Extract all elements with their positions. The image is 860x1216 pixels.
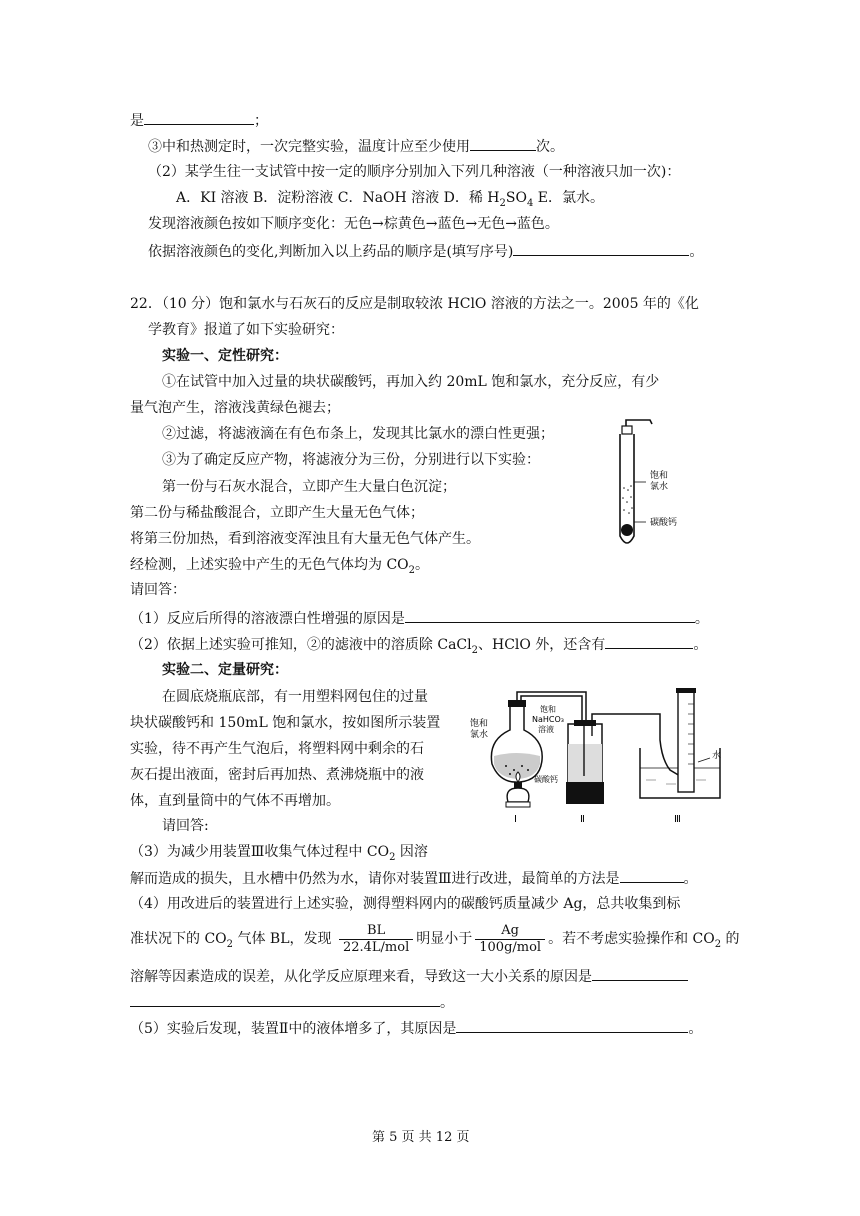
answer-5 — [130, 1018, 702, 1039]
text: （2）依据上述实验可推知，②的滤液中的溶质除 CaCl — [130, 637, 472, 653]
subscript: 2 — [226, 938, 234, 950]
figure-label: Ⅲ — [674, 814, 681, 825]
fraction-denominator: 100g/mol — [479, 939, 542, 955]
answer-blank — [405, 608, 695, 623]
exp2-line3: 实验，待不再产生气泡后，将塑料网中剩余的石 — [130, 741, 424, 757]
fraction-moles-caco3 — [475, 923, 545, 956]
line-5: 发现溶液颜色按如下顺序变化：无色→棕黄色→蓝色→无色→蓝色。 — [148, 216, 559, 232]
line-3: （2）某学生往一支试管中按一定的顺序分别加入下列几种溶液（一种溶液只加一次)： — [148, 164, 681, 180]
answer-3a — [130, 842, 428, 868]
figure-label: I — [514, 814, 517, 825]
exp2-line2: 块状碳酸钙和 150mL 饱和氯水，按如图所示装置 — [130, 715, 441, 731]
text: 。若不考虑实验操作和 CO — [548, 931, 715, 947]
exp2-line4: 灰石提出液面，密封后再加热、煮沸烧瓶中的液 — [130, 767, 424, 783]
exp1-step2: ②过滤，将滤液滴在有色布条上，发现其比氯水的漂白性更强； — [162, 426, 554, 442]
exp2-line1: 在圆底烧瓶底部，有一用塑料网包住的过量 — [162, 689, 428, 705]
answer-blank — [470, 136, 536, 151]
q22-intro-1: 22．（10 分）饱和氯水与石灰石的反应是制取较浓 HClO 溶液的方法之一。2005 年的《化 — [130, 296, 699, 312]
text: 。 — [689, 244, 704, 260]
subscript: 2 — [499, 197, 506, 209]
text: A．KI 溶液 B．淀粉溶液 C．NaOH 溶液 D．稀 H — [176, 190, 500, 206]
line-4-options — [176, 188, 604, 214]
figure-label: 氯水 — [650, 482, 669, 492]
text: （5）实验后发现，装置Ⅱ中的液体增多了，其原因是 — [130, 1021, 457, 1037]
text: SO — [505, 190, 527, 206]
text: 依据溶液颜色的变化,判断加入以上药品的顺序是(填写序号) — [148, 244, 514, 260]
test-tube-figure — [600, 418, 690, 558]
text: 。 — [415, 557, 430, 573]
text: 是 — [130, 113, 144, 129]
exp2-line5: 体，直到量筒中的气体不再增加。 — [130, 793, 340, 809]
figure-label: NaHCO₃ — [532, 715, 564, 724]
subscript: 4 — [526, 197, 534, 209]
fraction-moles-gas — [339, 923, 413, 956]
line-2 — [148, 136, 564, 157]
subscript: 2 — [714, 938, 722, 950]
figure-label: 氯水 — [470, 730, 489, 740]
answer-blank — [144, 110, 254, 125]
text: 。 — [683, 871, 698, 887]
text: ③中和热测定时，一次完整实验，温度计应至少使用 — [148, 139, 470, 155]
answer-blank — [620, 868, 684, 883]
text: 。 — [688, 1021, 703, 1037]
text: 因溶 — [395, 844, 428, 860]
answer-4d — [130, 992, 454, 1013]
answer-2 — [130, 634, 707, 661]
text: E．氯水。 — [533, 190, 605, 206]
exp1-part1: 第一份与石灰水混合，立即产生大量白色沉淀； — [162, 479, 456, 495]
answer-blank — [592, 966, 688, 981]
please-answer: 请回答： — [130, 582, 186, 598]
subscript: 2 — [471, 644, 478, 656]
text: 的 — [721, 931, 740, 947]
line-6 — [148, 241, 703, 262]
apparatus-figure — [470, 684, 742, 828]
text: ； — [254, 113, 268, 129]
answer-blank — [605, 634, 693, 649]
answer-4c — [130, 966, 688, 987]
figure-label: 饱和 — [650, 471, 669, 481]
q22-intro-2: 学教育》报道了如下实验研究： — [148, 322, 344, 338]
text: （1）反应后所得的溶液漂白性增强的原因是 — [130, 611, 405, 627]
text: 解而造成的损失，且水槽中仍然为水，请你对装置Ⅲ进行改进，最简单的方法是 — [130, 871, 620, 887]
figure-label: 饱和 — [540, 705, 556, 714]
exp1-step3: ③为了确定反应产物，将滤液分为三份，分别进行以下实验： — [162, 452, 540, 468]
line-1 — [130, 110, 268, 131]
text: 、HClO 外，还含有 — [477, 637, 606, 653]
figure-label: Ⅱ — [580, 814, 585, 825]
experiment-2-heading: 实验二、定量研究： — [162, 662, 288, 678]
text: 。 — [693, 637, 708, 653]
exp1-step1b: 量气泡产生，溶液浅黄绿色褪去； — [130, 400, 340, 416]
answer-1 — [130, 608, 709, 629]
text: 准状况下的 CO — [130, 931, 227, 947]
text: 溶解等因素造成的误差，从化学反应原理来看，导致这一大小关系的原因是 — [130, 969, 592, 985]
answer-blank — [130, 992, 440, 1007]
fraction-denominator: 22.4L/mol — [342, 939, 410, 955]
experiment-1-heading: 实验一、定性研究： — [162, 348, 288, 364]
text: 。 — [694, 611, 709, 627]
exp1-part2: 第二份与稀盐酸混合，立即产生大量无色气体； — [130, 505, 424, 521]
text: 气体 BL，发现 — [233, 931, 332, 947]
fraction-numerator: Ag — [475, 923, 545, 940]
answer-3b — [130, 868, 698, 889]
answer-blank — [456, 1018, 688, 1033]
exp1-step1a: ①在试管中加入过量的块状碳酸钙，再加入约 20mL 饱和氯水，充分反应，有少 — [162, 374, 660, 390]
page-footer: 第 5 页 共 12 页 — [372, 1130, 470, 1145]
subscript: 2 — [408, 564, 416, 576]
figure-label: 水 — [712, 751, 722, 761]
text: 次。 — [536, 139, 564, 155]
exp2-please-answer: 请回答: — [162, 818, 209, 834]
text: （3）为减少用装置Ⅲ收集气体过程中 CO — [130, 844, 390, 860]
answer-blank — [513, 241, 689, 256]
figure-label: 饱和 — [470, 719, 489, 729]
fraction-numerator: BL — [339, 923, 413, 940]
exp1-part3: 将第三份加热，看到溶液变浑浊且有大量无色气体产生。 — [130, 531, 480, 547]
text: 。 — [440, 995, 454, 1011]
figure-label: 碳酸钙 — [534, 775, 558, 784]
text: 经检测，上述实验中产生的无色气体均为 CO — [130, 557, 409, 573]
exp1-conclusion — [130, 555, 429, 581]
answer-4b — [130, 922, 740, 962]
subscript: 2 — [389, 851, 396, 863]
answer-4a: （4）用改进后的装置进行上述实验，测得塑料网内的碳酸钙质量减少 Ag，总共收集到标 — [130, 896, 681, 912]
figure-label: 碳酸钙 — [650, 518, 678, 528]
figure-label: 溶液 — [538, 725, 554, 734]
text: 明显小于 — [416, 931, 473, 947]
